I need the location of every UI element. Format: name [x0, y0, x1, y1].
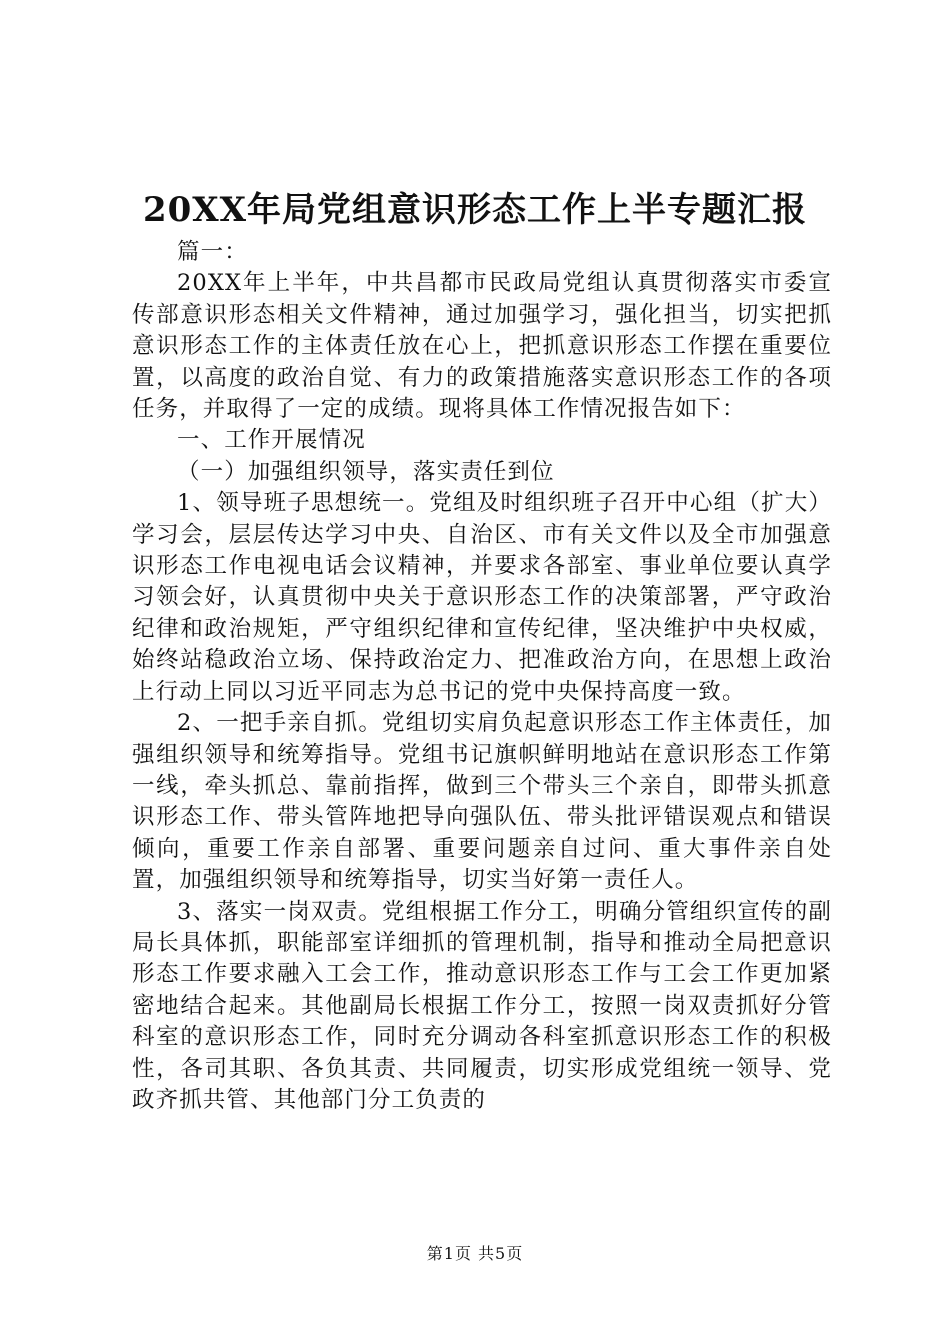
paragraph-item-3: 3、落实一岗双责。党组根据工作分工，明确分管组织宣传的副局长具体抓，职能部室详细抓的管理机制，指导和推动全局把意识形态工作要求融入工会工作，推动意识形态工作与工会工作更加紧密地结合起来。其他副局长根据工作分工，按照一岗双责抓好分管科室的意识形态工作，同时充分调动各科室抓意识形态工作的积极性，各司其职、各负其责、共同履责，切实形成党组统一领导、党政齐抓共管、其他部门分工负责的	[132, 898, 832, 1113]
section-heading: 一、工作开展情况	[177, 427, 366, 454]
paragraph-item-2: 2、一把手亲自抓。党组切实肩负起意识形态工作主体责任，加强组织领导和统筹指导。党组书记旗帜鲜明地站在意识形态工作第一线，牵头抓总、靠前指挥，做到三个带头三个亲自，即带头抓意识形态工作、带头管阵地把导向强队伍、带头批评错误观点和错误倾向，重要工作亲自部署、重要问题亲自过问、重大事件亲自处置，加强组织领导和统筹指导，切实当好第一责任人。	[132, 710, 832, 894]
intro-paragraph: 20XX年上半年，中共昌都市民政局党组认真贯彻落实市委宣传部意识形态相关文件精神，通过加强学习，强化担当，切实把抓意识形态工作的主体责任放在心上，把抓意识形态工作摆在重要位置，以高度的政治自觉、有力的政策措施落实意识形态工作的各项任务，并取得了一定的成绩。现将具体工作情况报告如下：	[132, 270, 832, 423]
document-title: 20XX年局党组意识形态工作上半专题汇报	[142, 190, 808, 230]
paragraph-item-1: 1、领导班子思想统一。党组及时组织班子召开中心组（扩大）学习会，层层传达学习中央、自治区、市有关文件以及全市加强意识形态工作电视电话会议精神，并要求各部室、事业单位要认真学习领会好，认真贯彻中央关于意识形态工作的决策部署，严守政治纪律和政治规矩，严守组织纪律和宣传纪律，坚决维护中央权威，始终站稳政治立场、保持政治定力、把准政治方向，在思想上政治上行动上同以习近平同志为总书记的党中央保持高度一致。	[132, 490, 832, 705]
page-footer: 第1页 共5页	[426, 1244, 524, 1263]
part-label: 篇一：	[177, 239, 248, 265]
document-body	[132, 237, 832, 1116]
subsection-heading: （一）加强组织领导，落实责任到位	[177, 458, 555, 485]
